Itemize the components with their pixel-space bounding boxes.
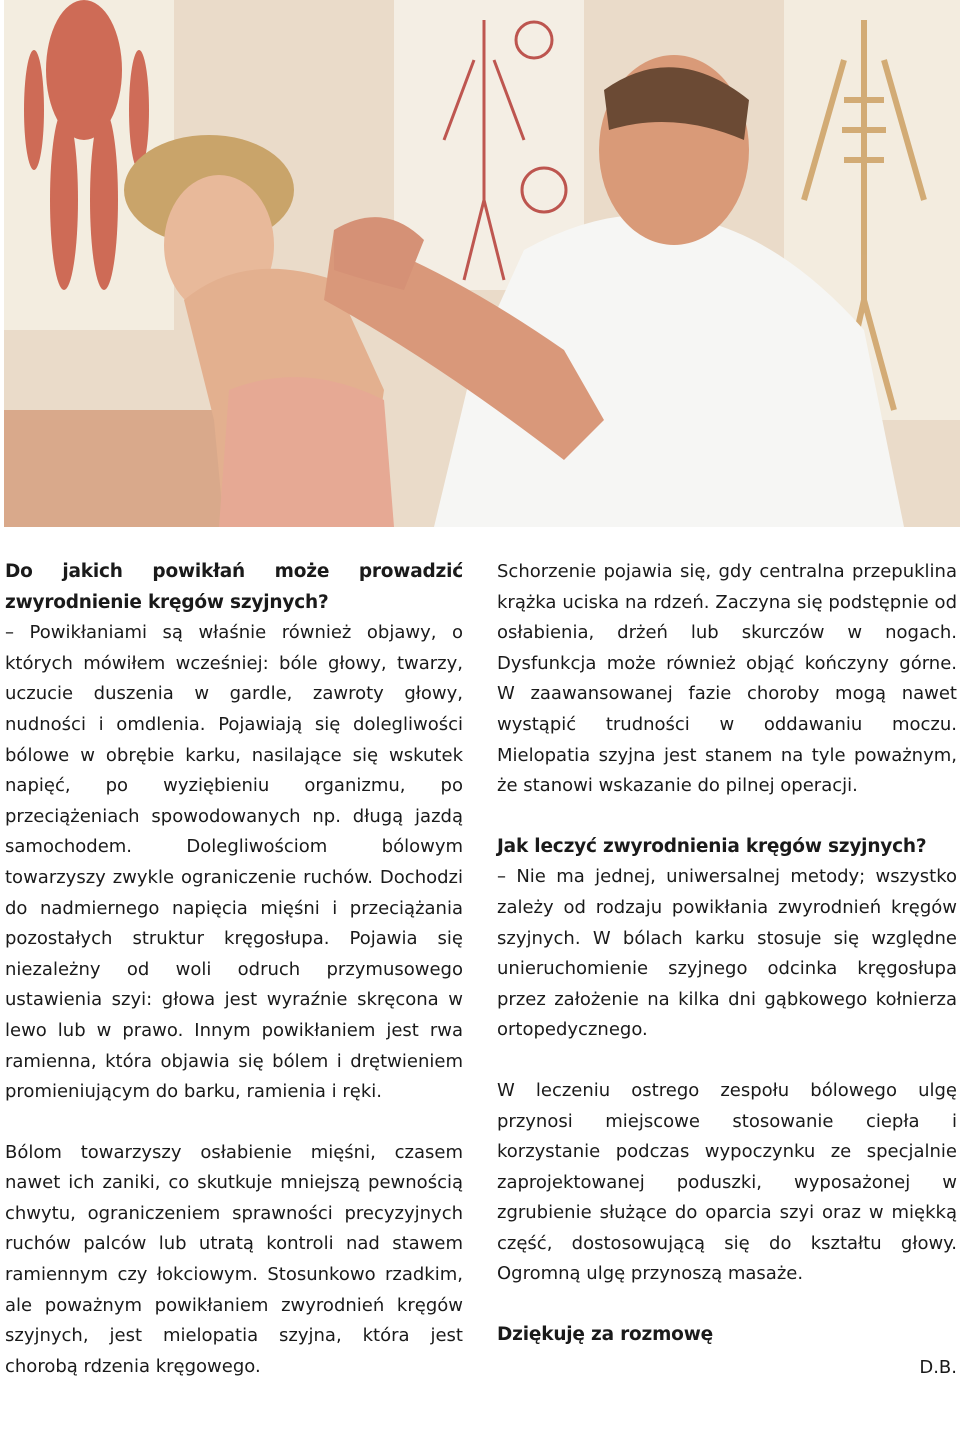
left-column bbox=[5, 557, 463, 1382]
right-paragraph-2: – Nie ma jednej, uniwersalnej metody; wszystko zależy od rodzaju powikłania zwyrodnień kręgów szyjnych. W bólach karku stosuje się względne unieruchomienie szyjnego odcinka kręgosłupa przez założenie na kilka dni gąbkowego kołnierza ortopedycznego. bbox=[497, 866, 957, 1041]
right-column bbox=[497, 557, 957, 1383]
right-paragraph-3: W leczeniu ostrego zespołu bólowego ulgę przynosi miejscowe stosowanie ciepła i korzystanie podczas wypoczynku ze specjalnie zaprojektowanej poduszki, wyposażonej w zgrubienie służące do oparcia szyi oraz w miękką część, dostosowującą się do kształtu głowy. Ogromną ulgę przynoszą masaże. bbox=[497, 1079, 957, 1285]
left-heading: Do jakich powikłań może prowadzić zwyrodnienie kręgów szyjnych? bbox=[5, 561, 463, 613]
massage-photo bbox=[4, 0, 960, 527]
left-paragraph-1: – Powikłaniami są właśnie również objawy, o których mówiłem wcześniej: bóle głowy, twarzy, uczucie duszenia w gardle, zawroty głowy, nudności i omdlenia. Pojawiają się dolegliwości bólowe w obrębie karku, nasilające się wskutek napięć, po wyziębieniu organizmu, po przeciążeniach spowodowanych np. długą jazdą samochodem. Dolegliwościom bólowym towarzyszy zwykle ograniczenie ruchów. Dochodzi do nadmiernego napięcia mięśni i przeciążania pozostałych struktur kręgosłupa. Pojawia się niezależny od woli odruch przymusowego ustawienia szyi: głowa jest wyraźnie skręcona w lewo lub w prawo. Innym powikłaniem jest rwa ramienna, która objawia się bólem i drętwieniem promieniującym do barku, ramienia i ręki. bbox=[5, 622, 463, 1103]
photo-illustration bbox=[4, 0, 960, 527]
closing-thanks: Dziękuję za rozmowę bbox=[497, 1324, 713, 1346]
right-paragraph-1: Schorzenie pojawia się, gdy centralna przepuklina krążka uciska na rdzeń. Zaczyna się podstępnie od osłabienia, drżeń lub skurczów w nogach. Dysfunkcja może również objąć kończyny górne. W zaawansowanej fazie choroby mogą nawet wystąpić trudności w oddawaniu moczu. Mielopatia szyjna jest stanem na tyle poważnym, że stanowi wskazanie do pilnej operacji. bbox=[497, 561, 957, 797]
author-signature: D.B. bbox=[919, 1356, 957, 1378]
pink-towel bbox=[219, 377, 394, 527]
right-heading: Jak leczyć zwyrodnienia kręgów szyjnych? bbox=[497, 835, 927, 857]
left-paragraph-2: Bólom towarzyszy osłabienie mięśni, czasem nawet ich zaniki, co skutkuje mniejszą pewnością chwytu, ograniczeniem sprawności precyzyjnych ruchów palców lub utratą kontroli nad stawem ramiennym czy łokciowym. Stosunkowo rzadkim, ale poważnym powikłaniem zwyrodnień kręgów szyjnych, jest mielopatia szyjna, która jest chorobą rdzenia kręgowego. bbox=[5, 1141, 463, 1377]
